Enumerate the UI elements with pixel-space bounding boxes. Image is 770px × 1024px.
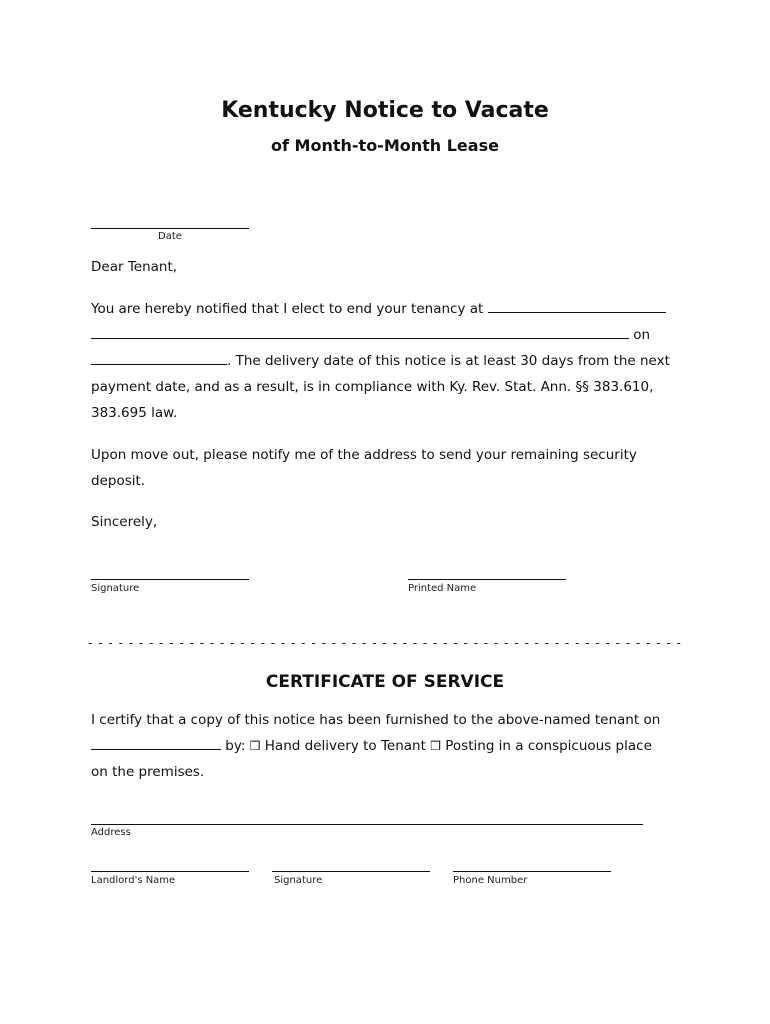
printed-name-line[interactable] — [408, 579, 566, 580]
date-line[interactable] — [91, 228, 249, 229]
signature-caption: Signature — [91, 583, 140, 594]
certificate-by-text: by: — [225, 738, 246, 754]
property-address-blank-2[interactable] — [91, 324, 629, 339]
cut-separator: - - - - - - - - - - - - - - - - - - - - - - - - - - - - - - - - - - - - - - - - - - - - - - - - - - - - - - - - - - - — [88, 636, 682, 650]
end-date-blank[interactable] — [91, 350, 227, 365]
certificate-heading: CERTIFICATE OF SERVICE — [265, 672, 505, 692]
notice-text-end: . The delivery date of this notice is at least 30 days from the next payment date, and as a result, is in compliance with Ky. Rev. Stat. Ann. §§ 383.610, 383.695 law. — [91, 353, 670, 421]
landlord-name-line[interactable] — [91, 871, 249, 872]
landlord-signature-line[interactable] — [272, 871, 430, 872]
signature-line[interactable] — [91, 579, 249, 580]
notice-paragraph — [91, 296, 681, 426]
printed-name-caption: Printed Name — [408, 583, 477, 594]
document-title: Kentucky Notice to Vacate — [221, 98, 549, 123]
posting-label: Posting in a conspicuous place — [445, 738, 652, 754]
address-line[interactable] — [91, 824, 643, 825]
service-date-blank[interactable] — [91, 735, 221, 750]
phone-number-line[interactable] — [453, 871, 611, 872]
landlord-name-caption: Landlord's Name — [91, 875, 176, 886]
hand-delivery-checkbox[interactable]: ❒ — [249, 739, 261, 753]
posting-checkbox[interactable]: ❒ — [430, 739, 441, 753]
phone-number-caption: Phone Number — [453, 875, 528, 886]
certificate-text-start: I certify that a copy of this notice has been furnished to the above-named tenant on — [91, 712, 661, 728]
hand-delivery-label: Hand delivery to Tenant — [264, 738, 426, 754]
move-out-paragraph: Upon move out, please notify me of the address to send your remaining security deposit. — [91, 447, 637, 489]
salutation: Dear Tenant, — [91, 259, 178, 275]
landlord-signature-caption: Signature — [274, 875, 323, 886]
notice-text-start: You are hereby notified that I elect to end your tenancy at — [91, 301, 484, 317]
document-subtitle: of Month-to-Month Lease — [271, 136, 499, 155]
notice-on-text: on — [633, 327, 651, 343]
certificate-paragraph — [91, 707, 691, 785]
closing: Sincerely, — [91, 514, 158, 530]
date-caption: Date — [158, 231, 182, 242]
certificate-text-end: on the premises. — [91, 764, 205, 780]
address-caption: Address — [91, 827, 131, 838]
property-address-blank[interactable] — [488, 298, 666, 313]
